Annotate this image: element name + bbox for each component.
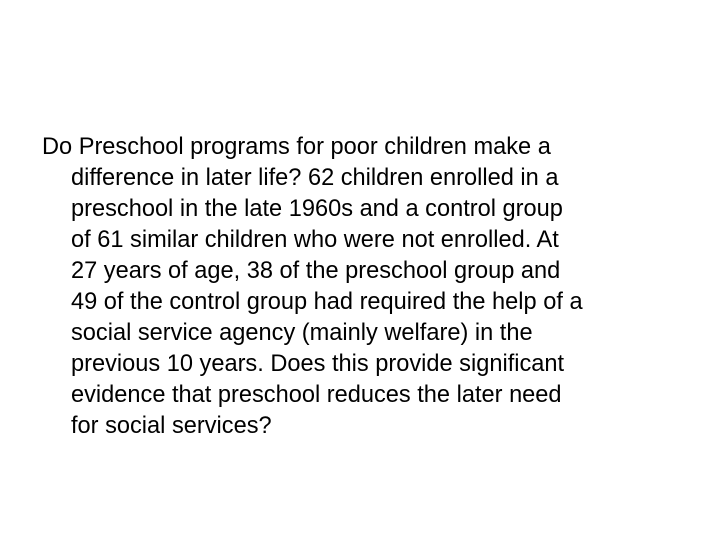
problem-statement: Do Preschool programs for poor children make a difference in later life? 62 children enrolled in a preschool in the late 1960s and a control group of 61 similar children who were not enrolled. At 27 years of age, 38 of the preschool group and 49 of the control group had required the help of a social service agency (mainly welfare) in the previous 10 years. Does this provide significant evidence that preschool reduces the later need for social services? [42,134,583,439]
